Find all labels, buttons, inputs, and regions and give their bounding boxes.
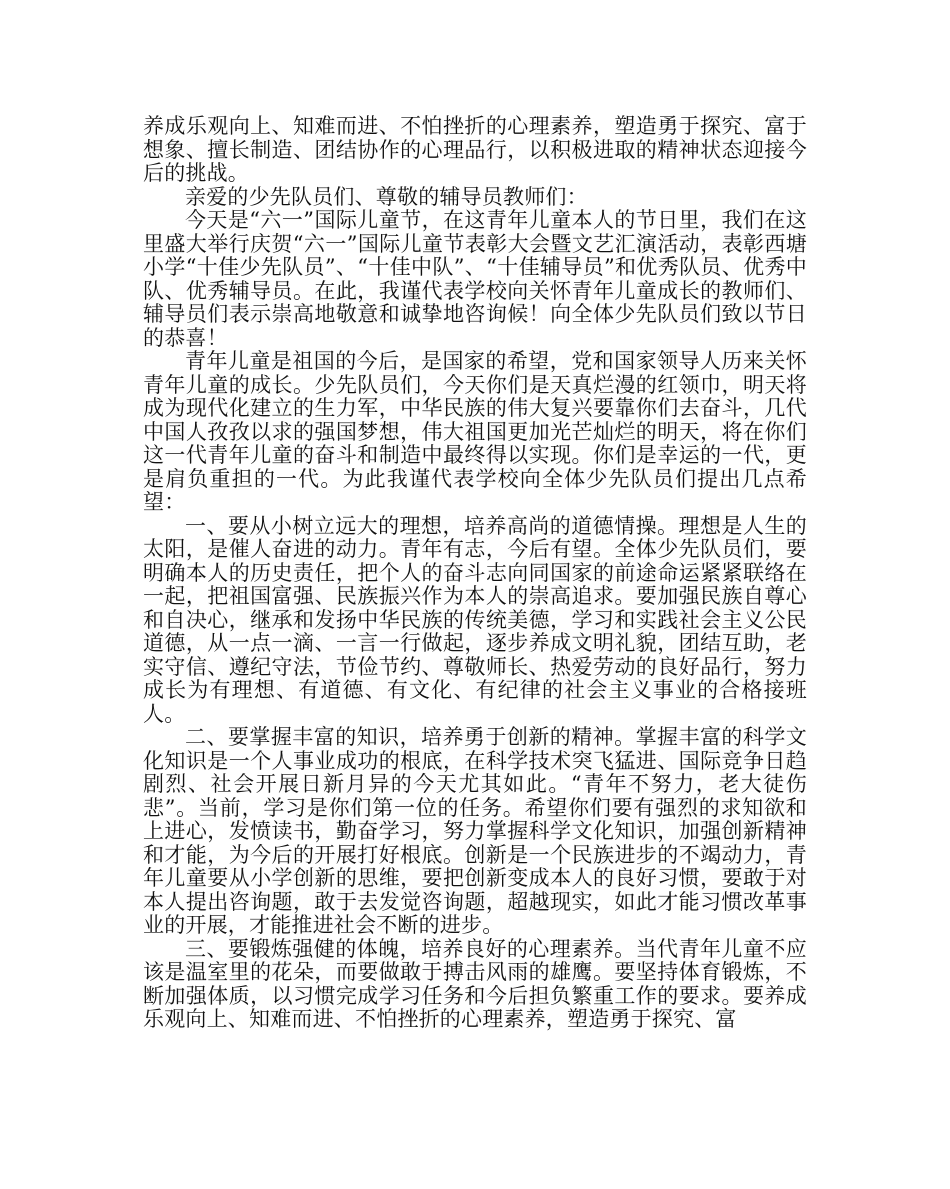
paragraph: 今天是“六一”国际儿童节，在这青年儿童本人的节日里，我们在这里盛大举行庆贺“六一”国际儿童节表彰大会暨文艺汇演活动，表彰西塘小学“十佳少先队员”、“十佳中队”、“十佳辅导员”和优秀队员、优秀中队、优秀辅导员。在此，我谨代表学校向关怀青年儿童成长的教师们、辅导员们表示崇高地敬意和诚挚地咨询候！向全体少先队员们致以节日的恭喜！	[143, 208, 807, 350]
paragraph: 二、要掌握丰富的知识，培养勇于创新的精神。掌握丰富的科学文化知识是一个人事业成功的根底，在科学技术突飞猛进、国际竞争日趋剧烈、社会开展日新月异的今天尤其如此。“青年不努力，老大徒伤悲”。当前，学习是你们第一位的任务。希望你们要有强烈的求知欲和上进心，发愤读书，勤奋学习，努力掌握科学文化知识，加强创新精神和才能，为今后的开展打好根底。创新是一个民族进步的不竭动力，青年儿童要从小学创新的思维，要把创新变成本人的良好习惯，要敢于对本人提出咨询题，敢于去发觉咨询题，超越现实，如此才能习惯改革事业的开展，才能推进社会不断的进步。	[143, 725, 807, 937]
salutation: 亲爱的少先队员们、尊敬的辅导员教师们：	[185, 184, 588, 209]
paragraph: 三、要锻炼强健的体魄，培养良好的心理素养。当代青年儿童不应该是温室里的花朵，而要做敢于搏击风雨的雄鹰。要坚持体育锻炼，不断加强体质，以习惯完成学习任务和今后担负繁重工作的要求。要养成乐观向上、知难而进、不怕挫折的心理素养，塑造勇于探究、富	[143, 936, 807, 1031]
document-body	[143, 115, 807, 1032]
paragraph: 青年儿童是祖国的今后，是国家的希望，党和国家领导人历来关怀青年儿童的成长。少先队员们，今天你们是天真烂漫的红领巾，明天将成为现代化建立的生力军，中华民族的伟大复兴要靠你们去奋斗，几代中国人孜孜以求的强国梦想，伟大祖国更加光芒灿烂的明天，将在你们这一代青年儿童的奋斗和制造中最终得以实现。你们是幸运的一代，更是肩负重担的一代。为此我谨代表学校向全体少先队员们提出几点希望：	[143, 349, 807, 514]
paragraph: 一、要从小树立远大的理想，培养高尚的道德情操。理想是人生的太阳，是催人奋进的动力。青年有志，今后有望。全体少先队员们，要明确本人的历史责任，把个人的奋斗志向同国家的前途命运紧紧联络在一起，把祖国富强、民族振兴作为本人的崇高追求。要加强民族自尊心和自决心，继承和发扬中华民族的传统美德，学习和实践社会主义公民道德，从一点一滴、一言一行做起，逐步养成文明礼貌，团结互助，老实守信、遵纪守法，节俭节约、尊敬师长、热爱劳动的良好品行，努力成长为有理想、有道德、有文化、有纪律的社会主义事业的合格接班人。	[143, 513, 807, 726]
paragraph: 养成乐观向上、知难而进、不怕挫折的心理素养，塑造勇于探究、富于想象、擅长制造、团结协作的心理品行，以积极进取的精神状态迎接今后的挑战。	[143, 114, 807, 185]
